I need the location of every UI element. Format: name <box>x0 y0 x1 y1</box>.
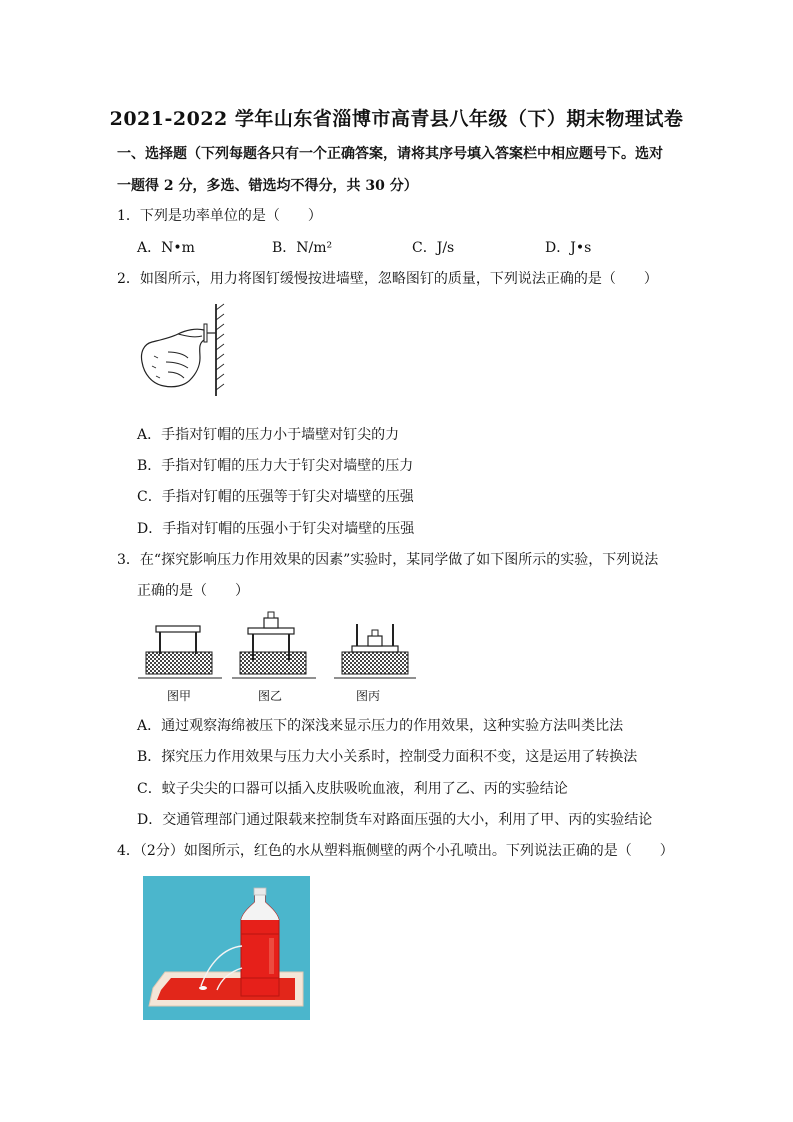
question-3-option-a: A．通过观察海绵被压下的深浅来显示压力的作用效果，这种实验方法叫类比法 <box>137 718 624 734</box>
question-1-option-a: A．N•m <box>137 240 195 256</box>
water-bottle-photo <box>143 876 310 1020</box>
figure-caption-bing: 图丙 <box>356 689 381 703</box>
figure-caption-jia: 图甲 <box>167 689 192 703</box>
page-title: 2021-2022 学年山东省淄博市高青县八年级（下）期末物理试卷 <box>109 108 684 130</box>
section-heading <box>117 138 677 202</box>
question-1-option-c: C．J/s <box>412 240 455 256</box>
question-3-option-c: C．蚊子尖尖的口器可以插入皮肤吸吮血液，利用了乙、丙的实验结论 <box>137 781 568 797</box>
question-1-option-b: B．N/m² <box>272 240 333 256</box>
question-2-option-c: C．手指对钉帽的压强等于钉尖对墙壁的压强 <box>137 489 414 505</box>
section-heading-line2: 一题得 2 分，多选、错选均不得分，共 30 分） <box>117 178 418 194</box>
thumbtack-hand-figure <box>138 300 238 400</box>
sponge-experiment-figure <box>136 608 416 688</box>
question-2-option-a: A．手指对钉帽的压力小于墙壁对钉尖的力 <box>137 427 400 443</box>
question-1-stem: 1．下列是功率单位的是（ ） <box>117 208 322 224</box>
question-3-stem-line2: 正确的是（ ） <box>137 583 249 599</box>
figure-bing <box>334 624 416 678</box>
question-3-option-b: B．探究压力作用效果与压力大小关系时，控制受力面积不变，这是运用了转换法 <box>137 749 638 765</box>
question-4-stem: 4．（2分）如图所示，红色的水从塑料瓶侧壁的两个小孔喷出。下列说法正确的是（ ） <box>117 843 674 859</box>
question-3-option-d: D．交通管理部门通过限载来控制货车对路面压强的大小，利用了甲、丙的实验结论 <box>137 812 653 828</box>
figure-yi <box>232 612 316 678</box>
section-heading-line1: 一、选择题（下列每题各只有一个正确答案，请将其序号填入答案栏中相应题号下。选对 <box>117 146 663 162</box>
question-3-stem-line1: 3．在“探究影响压力作用效果的因素”实验时，某同学做了如下图所示的实验，下列说法 <box>117 552 659 568</box>
figure-jia <box>138 626 222 678</box>
question-1-option-d: D．J•s <box>545 240 592 256</box>
question-2-option-b: B．手指对钉帽的压力大于钉尖对墙壁的压力 <box>137 458 414 474</box>
figure-caption-yi: 图乙 <box>258 689 283 703</box>
question-2-stem: 2．如图所示，用力将图钉缓慢按进墙壁，忽略图钉的质量，下列说法正确的是（ ） <box>117 271 658 287</box>
question-2-option-d: D．手指对钉帽的压强小于钉尖对墙壁的压强 <box>137 521 415 537</box>
